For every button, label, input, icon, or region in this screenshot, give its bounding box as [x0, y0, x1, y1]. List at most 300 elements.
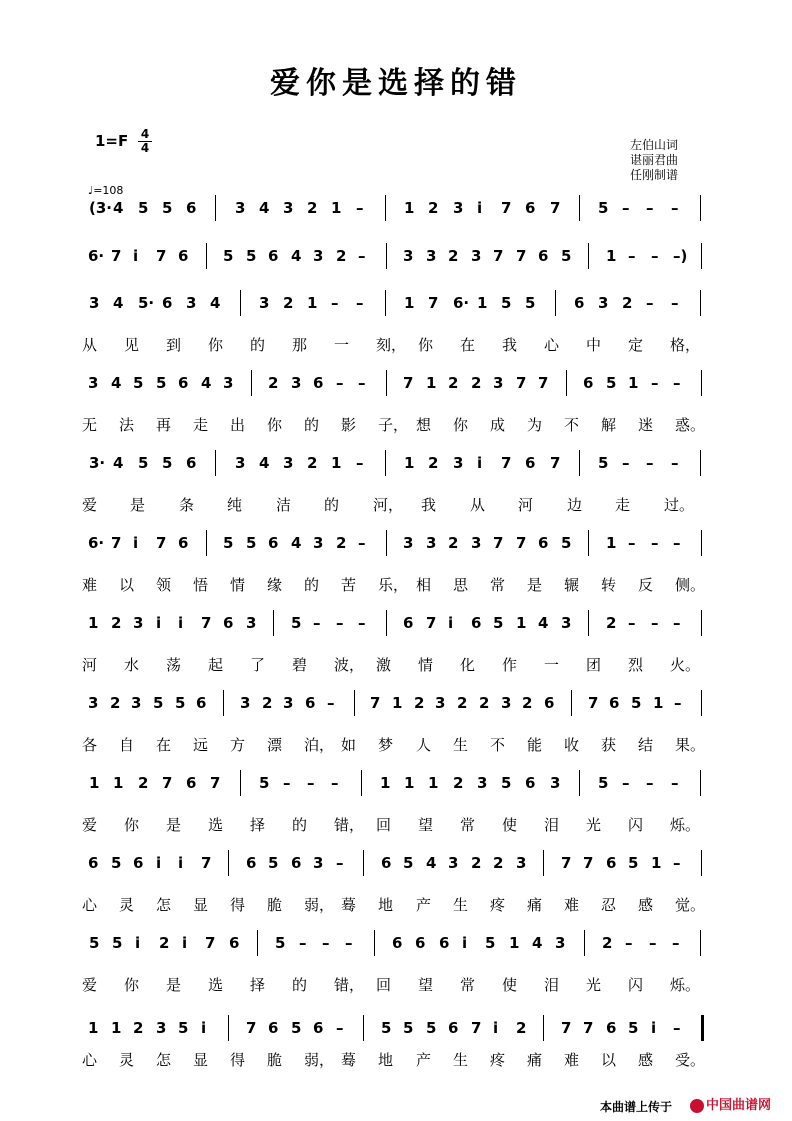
- lyric-char: 蓦: [341, 1051, 357, 1069]
- note: i: [651, 1019, 657, 1037]
- note: 6: [229, 934, 240, 952]
- lyric-char: 我: [502, 336, 518, 354]
- lyric-char: 结: [638, 736, 654, 754]
- note: 6: [392, 934, 403, 952]
- note: 6: [268, 534, 279, 552]
- note: –: [356, 454, 364, 472]
- note: 6: [178, 534, 189, 552]
- note: 6: [178, 247, 189, 265]
- barline: [543, 1015, 544, 1041]
- note: 3: [403, 247, 414, 265]
- barline: [228, 1015, 229, 1041]
- note: 5: [275, 934, 286, 952]
- note: –: [345, 934, 353, 952]
- note: 5: [291, 614, 302, 632]
- lyric-char: 错，: [334, 816, 365, 834]
- note: 1: [653, 694, 664, 712]
- barline: [385, 290, 386, 316]
- lyric-char: 蓦: [341, 896, 357, 914]
- notation-row: [0, 243, 792, 271]
- lyric-char: 的: [304, 416, 320, 434]
- note: 7: [501, 199, 512, 217]
- lyric-char: 缘: [267, 576, 283, 594]
- lyric-char: 你: [124, 816, 140, 834]
- note: 7: [205, 934, 216, 952]
- barline: [385, 195, 386, 221]
- note: 6: [313, 1019, 324, 1037]
- lyric-char: 痛: [527, 896, 543, 914]
- barline: [363, 1015, 364, 1041]
- note: –: [358, 614, 366, 632]
- note: 5: [598, 454, 609, 472]
- lyric-char: 远: [193, 736, 209, 754]
- lyric-char: 闪: [628, 976, 644, 994]
- lyric-char: 地: [378, 1051, 394, 1069]
- note: 4: [259, 199, 270, 217]
- lyric-char: 方: [230, 736, 246, 754]
- lyric-char: 想: [416, 416, 432, 434]
- note: 6·: [453, 294, 470, 312]
- note: 7: [162, 774, 173, 792]
- lyric-char: 梦: [378, 736, 394, 754]
- note: 3: [88, 374, 99, 392]
- note: 5: [223, 534, 234, 552]
- note: 6: [525, 199, 536, 217]
- note: –: [646, 454, 654, 472]
- note: –: [313, 614, 321, 632]
- note: 7: [583, 1019, 594, 1037]
- lyric-char: 苦: [341, 576, 357, 594]
- note: 6: [186, 199, 197, 217]
- barline: [206, 530, 207, 556]
- note: 2: [448, 374, 459, 392]
- note: 3: [133, 614, 144, 632]
- final-barline: [701, 1015, 704, 1041]
- note: –: [331, 774, 339, 792]
- lyric-char: 荡: [166, 656, 182, 674]
- note: 1: [392, 694, 403, 712]
- note: 7: [588, 694, 599, 712]
- lyric-row: [0, 410, 792, 438]
- lyric-char: 过。: [664, 496, 695, 514]
- note: 7: [493, 247, 504, 265]
- note: 2: [283, 294, 294, 312]
- lyric-char: 见: [124, 336, 140, 354]
- lyric-char: 烁。: [670, 816, 701, 834]
- barline: [251, 370, 252, 396]
- note: 7: [426, 614, 437, 632]
- note: 5: [178, 1019, 189, 1037]
- note: 2: [307, 454, 318, 472]
- note: 5: [291, 1019, 302, 1037]
- lyric-row: [0, 1045, 792, 1073]
- note: 3: [235, 454, 246, 472]
- note: 2: [111, 614, 122, 632]
- note: –: [622, 774, 630, 792]
- meter-top: 4: [140, 127, 150, 141]
- lyric-char: 以: [119, 576, 135, 594]
- note: –: [671, 454, 679, 472]
- note: 6: [305, 694, 316, 712]
- lyric-char: 显: [193, 896, 209, 914]
- note: 3: [89, 294, 100, 312]
- note: 5: [493, 614, 504, 632]
- note: 3: [561, 614, 572, 632]
- note: 3: [235, 199, 246, 217]
- note: 7: [493, 534, 504, 552]
- lyric-char: 获: [601, 736, 617, 754]
- note: 1: [404, 294, 415, 312]
- lyric-char: 激: [376, 656, 392, 674]
- barline: [579, 450, 580, 476]
- lyric-char: 子，: [378, 416, 409, 434]
- note: i: [448, 614, 454, 632]
- note: 7: [201, 614, 212, 632]
- note: 5: [501, 294, 512, 312]
- note: 1: [404, 454, 415, 472]
- lyric-char: 作: [502, 656, 518, 674]
- lyric-char: 产: [416, 1051, 432, 1069]
- note: 3: [313, 534, 324, 552]
- note: 5: [162, 454, 173, 472]
- note: 7: [201, 854, 212, 872]
- note: 3: [88, 694, 99, 712]
- note: 1: [331, 454, 342, 472]
- lyric-char: 再: [156, 416, 172, 434]
- lyric-char: 反: [638, 576, 654, 594]
- note: 1: [509, 934, 520, 952]
- note: –: [331, 294, 339, 312]
- note: 7: [111, 247, 122, 265]
- note: 6: [162, 294, 173, 312]
- note: 6: [583, 374, 594, 392]
- note: 7: [111, 534, 122, 552]
- credit-composer: 谌丽君曲: [630, 153, 679, 167]
- note: 2: [471, 374, 482, 392]
- lyric-char: 感: [638, 1051, 654, 1069]
- lyric-char: 显: [193, 1051, 209, 1069]
- note: i: [493, 1019, 499, 1037]
- barline: [555, 290, 556, 316]
- barline: [566, 370, 567, 396]
- note: 6: [609, 694, 620, 712]
- note: 6: [268, 1019, 279, 1037]
- barline: [701, 370, 702, 396]
- lyric-char: 果。: [675, 736, 706, 754]
- note: –: [322, 934, 330, 952]
- lyric-char: 回: [376, 976, 392, 994]
- note: –: [673, 1019, 681, 1037]
- notation-row: [0, 370, 792, 398]
- lyric-char: 在: [460, 336, 476, 354]
- note: 7: [210, 774, 221, 792]
- note: –: [307, 774, 315, 792]
- note: 5: [89, 934, 100, 952]
- barline: [215, 195, 216, 221]
- note: 3: [403, 534, 414, 552]
- note: 6: [186, 774, 197, 792]
- lyric-char: 水: [124, 656, 140, 674]
- note: 3: [435, 694, 446, 712]
- barline: [374, 930, 375, 956]
- note: –: [673, 374, 681, 392]
- lyric-char: 选: [208, 816, 224, 834]
- lyric-char: 走: [193, 416, 209, 434]
- lyric-char: 生: [453, 736, 469, 754]
- note: 2: [159, 934, 170, 952]
- lyric-char: 出: [230, 416, 246, 434]
- barline: [206, 243, 207, 269]
- lyric-char: 灵: [119, 896, 135, 914]
- note: 5: [111, 854, 122, 872]
- notation-row: [0, 770, 792, 798]
- note: 3: [313, 247, 324, 265]
- note: 4: [291, 247, 302, 265]
- note: –: [358, 247, 366, 265]
- lyric-char: 的: [304, 576, 320, 594]
- note: 3: [291, 374, 302, 392]
- note: 5: [631, 694, 642, 712]
- note: 7: [156, 247, 167, 265]
- lyric-char: 的: [292, 816, 308, 834]
- note: 3: [598, 294, 609, 312]
- note: –: [336, 854, 344, 872]
- barline: [701, 610, 702, 636]
- note: 3: [555, 934, 566, 952]
- note: 3: [426, 247, 437, 265]
- note: 5: [403, 854, 414, 872]
- note: 1: [113, 774, 124, 792]
- note: 3: [246, 614, 257, 632]
- note: 1: [606, 534, 617, 552]
- barline: [588, 530, 589, 556]
- time-signature: [138, 128, 152, 155]
- lyric-row: [0, 970, 792, 998]
- lyric-char: 转: [601, 576, 617, 594]
- lyric-char: 爱: [82, 816, 98, 834]
- lyric-char: 怎: [156, 896, 172, 914]
- note: –: [671, 774, 679, 792]
- lyric-char: 光: [586, 976, 602, 994]
- note: 1: [307, 294, 318, 312]
- lyric-char: 的: [292, 976, 308, 994]
- note: 3: [223, 374, 234, 392]
- note: i: [133, 247, 139, 265]
- note: 7: [471, 1019, 482, 1037]
- song-title: 爱你是选择的错: [270, 66, 522, 101]
- credit-lyricist: 左伯山词: [630, 138, 679, 152]
- notation-row: [0, 1015, 792, 1043]
- note: 1: [88, 1019, 99, 1037]
- notation-row: [0, 850, 792, 878]
- note: 3: [313, 854, 324, 872]
- note: 7: [550, 199, 561, 217]
- note: –: [673, 534, 681, 552]
- lyric-char: 使: [502, 816, 518, 834]
- lyric-row: [0, 570, 792, 598]
- note: –: [673, 854, 681, 872]
- note: 5: [485, 934, 496, 952]
- barline: [700, 770, 701, 796]
- note: 2: [336, 534, 347, 552]
- barline: [363, 850, 364, 876]
- lyric-char: 刻，: [376, 336, 407, 354]
- notation-row: [0, 690, 792, 718]
- note: 7: [156, 534, 167, 552]
- lyric-char: 心: [82, 896, 98, 914]
- note: 1: [111, 1019, 122, 1037]
- note: i: [477, 454, 483, 472]
- barline: [571, 690, 572, 716]
- lyric-char: 收: [564, 736, 580, 754]
- lyric-row: [0, 730, 792, 758]
- lyric-char: 弱，: [304, 896, 335, 914]
- lyric-char: 痛: [527, 1051, 543, 1069]
- lyric-char: 忍: [601, 896, 617, 914]
- note: 5: [246, 534, 257, 552]
- note: i: [156, 614, 162, 632]
- lyric-char: 心: [544, 336, 560, 354]
- lyric-row: [0, 330, 792, 358]
- note: 2: [268, 374, 279, 392]
- note: 7: [516, 534, 527, 552]
- lyric-char: 从: [82, 336, 98, 354]
- barline: [588, 243, 589, 269]
- note: 4: [532, 934, 543, 952]
- note: 7: [516, 247, 527, 265]
- lyric-char: 河: [518, 496, 534, 514]
- note: 2: [522, 694, 533, 712]
- note: 2: [133, 1019, 144, 1037]
- lyric-char: 得: [230, 896, 246, 914]
- lyric-char: 的: [250, 336, 266, 354]
- note: 5: [606, 374, 617, 392]
- lyric-char: 你: [208, 336, 224, 354]
- note: 3: [471, 247, 482, 265]
- lyric-char: 火。: [670, 656, 701, 674]
- note: 5: [426, 1019, 437, 1037]
- note: 2: [428, 199, 439, 217]
- note: 2: [493, 854, 504, 872]
- barline: [215, 450, 216, 476]
- note: 1: [426, 374, 437, 392]
- lyric-row: [0, 810, 792, 838]
- note: –: [358, 374, 366, 392]
- notation-row: [0, 930, 792, 958]
- note: 6: [606, 854, 617, 872]
- lyric-char: 情: [418, 656, 434, 674]
- note: 6: [88, 854, 99, 872]
- lyric-char: 你: [124, 976, 140, 994]
- note: i: [462, 934, 468, 952]
- lyric-char: 回: [376, 816, 392, 834]
- note: 4: [201, 374, 212, 392]
- note: 5: [525, 294, 536, 312]
- lyric-char: 团: [586, 656, 602, 674]
- credit-transcriber: 任刚制谱: [630, 168, 679, 182]
- lyric-char: 波，: [334, 656, 365, 674]
- barline: [361, 770, 362, 796]
- lyric-char: 你: [453, 416, 469, 434]
- lyric-char: 漂: [267, 736, 283, 754]
- note: 2: [457, 694, 468, 712]
- note: 6: [246, 854, 257, 872]
- barline: [701, 243, 702, 269]
- barline: [386, 610, 387, 636]
- note: –: [674, 694, 682, 712]
- note: 3: [259, 294, 270, 312]
- note: 1: [628, 374, 639, 392]
- note: –: [336, 614, 344, 632]
- lyric-char: 领: [156, 576, 172, 594]
- note: 3: [240, 694, 251, 712]
- lyric-char: 错，: [334, 976, 365, 994]
- logo-icon: [690, 1099, 704, 1113]
- lyric-char: 为: [527, 416, 543, 434]
- barline: [701, 850, 702, 876]
- lyric-char: 惑。: [675, 416, 706, 434]
- note: –: [646, 199, 654, 217]
- lyric-char: 你: [267, 416, 283, 434]
- note: 5: [501, 774, 512, 792]
- note: –: [356, 199, 364, 217]
- note: 6: [525, 774, 536, 792]
- lyric-char: 边: [567, 496, 583, 514]
- note: 3: [283, 694, 294, 712]
- lyric-char: 成: [490, 416, 506, 434]
- lyric-row: [0, 890, 792, 918]
- lyric-char: 疼: [490, 1051, 506, 1069]
- barline: [701, 690, 702, 716]
- note: –: [671, 294, 679, 312]
- note: 5: [259, 774, 270, 792]
- lyric-char: 无: [82, 416, 98, 434]
- lyric-char: 泪: [544, 976, 560, 994]
- notation-row: [0, 290, 792, 318]
- lyric-char: 烈: [628, 656, 644, 674]
- note: 1: [428, 774, 439, 792]
- note: 6: [186, 454, 197, 472]
- note: –: [358, 534, 366, 552]
- note: 5: [112, 934, 123, 952]
- lyric-char: 常: [460, 816, 476, 834]
- note: 6·: [88, 247, 105, 265]
- note: 1: [477, 294, 488, 312]
- note: –: [628, 534, 636, 552]
- lyric-char: 难: [564, 1051, 580, 1069]
- note: 1: [404, 774, 415, 792]
- lyric-char: 泪: [544, 816, 560, 834]
- lyric-char: 烁。: [670, 976, 701, 994]
- lyric-row: [0, 490, 792, 518]
- note: 1: [651, 854, 662, 872]
- note: –: [283, 774, 291, 792]
- note: 5: [561, 534, 572, 552]
- note: 6: [313, 374, 324, 392]
- lyric-char: 是: [166, 816, 182, 834]
- barline: [354, 690, 355, 716]
- lyric-row: [0, 650, 792, 678]
- lyric-char: 灵: [119, 1051, 135, 1069]
- lyric-char: 侧。: [675, 576, 706, 594]
- note: 7: [561, 854, 572, 872]
- note: 6: [471, 614, 482, 632]
- lyric-char: 思: [453, 576, 469, 594]
- note: 5: [156, 374, 167, 392]
- lyric-char: 受。: [675, 1051, 706, 1069]
- note: 6: [574, 294, 585, 312]
- lyric-char: 相: [416, 576, 432, 594]
